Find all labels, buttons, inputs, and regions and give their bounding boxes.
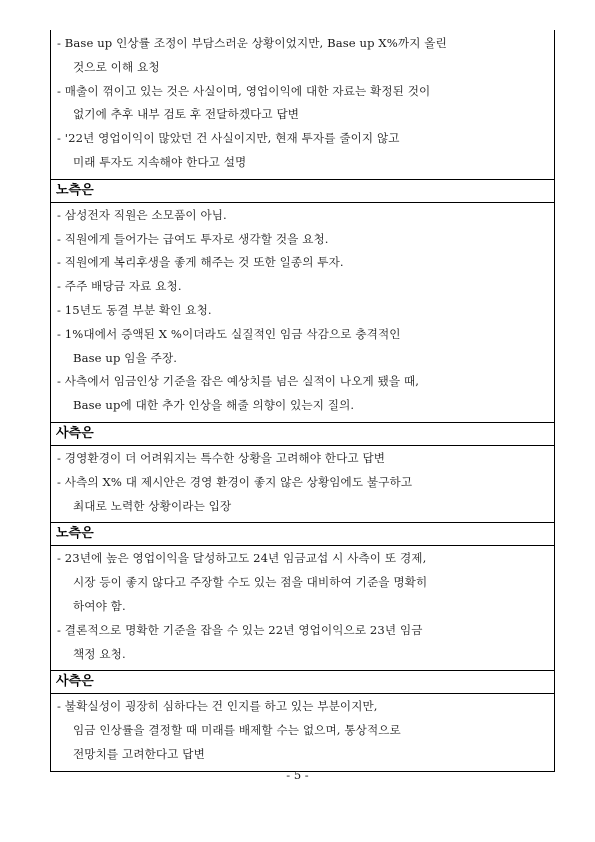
line: 책정 요청. xyxy=(73,646,126,661)
section-body xyxy=(51,446,554,522)
minutes-table xyxy=(50,30,555,772)
section-body xyxy=(51,694,554,770)
list-item xyxy=(51,275,554,299)
line: - Base up 인상률 조정이 부담스러운 상황이었지만, Base up X%까지 올린 xyxy=(57,36,447,50)
line: Base up 임을 주장. xyxy=(73,350,178,365)
line: 최대로 노력한 상황이라는 입장 xyxy=(73,498,232,513)
list-item xyxy=(51,447,554,471)
list-item xyxy=(51,299,554,323)
line: 임금 인상률을 결정할 때 미래를 배제할 수는 없으며, 통상적으로 xyxy=(73,723,401,738)
line: 없기에 추후 내부 검토 후 전달하겠다고 답변 xyxy=(73,107,300,122)
line: 하여야 함. xyxy=(73,598,126,613)
list-item xyxy=(51,323,554,371)
section-company-response-3 xyxy=(51,670,554,770)
page-number: - 5 - xyxy=(286,768,309,782)
section-heading: 노측은 xyxy=(51,179,554,203)
line: - 23년에 높은 영업이익을 달성하고도 24년 임금교섭 시 사측이 또 경제, xyxy=(57,551,427,566)
list-item xyxy=(51,80,554,128)
line: - 1%대에서 증액된 X %이더라도 실질적인 임금 삭감으로 충격적인 xyxy=(57,326,401,341)
line: - 15년도 동결 부분 확인 요청. xyxy=(57,302,212,317)
list-item xyxy=(51,695,554,766)
line: - 결론적으로 명확한 기준을 잡을 수 있는 22년 영업이익으로 23년 임금 xyxy=(57,622,423,637)
list-item xyxy=(51,251,554,275)
section-union-1 xyxy=(51,179,554,422)
line: - 직원에게 들어가는 급여도 투자로 생각할 것을 요청. xyxy=(57,231,329,246)
section-heading: 사측은 xyxy=(51,422,554,446)
line: - 직원에게 복리후생을 좋게 해주는 것 또한 일종의 투자. xyxy=(57,255,344,270)
line: - 사측에서 임금인상 기준을 잡은 예상치를 넘은 실적이 나오게 됐을 때, xyxy=(57,374,420,389)
line: - 삼성전자 직원은 소모품이 아님. xyxy=(57,207,227,222)
line: - 경영환경이 더 어려워지는 특수한 상황을 고려해야 한다고 답변 xyxy=(57,450,386,465)
line: 시장 등이 좋지 않다고 주장할 수도 있는 점을 대비하여 기준을 명확히 xyxy=(73,575,428,590)
list-item xyxy=(51,547,554,618)
line: - '22년 영업이익이 많았던 건 사실이지만, 현재 투자를 줄이지 않고 xyxy=(57,131,400,146)
section-heading: 노측은 xyxy=(51,522,554,546)
line: - 불확실성이 굉장히 심하다는 건 인지를 하고 있는 부분이지만, xyxy=(57,699,378,714)
line: - 매출이 꺾이고 있는 것은 사실이며, 영업이익에 대한 자료는 확정된 것이 xyxy=(57,83,431,98)
line: - 사측의 X% 대 제시안은 경영 환경이 좋지 않은 상황임에도 불구하고 xyxy=(57,474,413,489)
section-body xyxy=(51,203,554,422)
section-heading: 사측은 xyxy=(51,670,554,694)
section-company-response-2 xyxy=(51,422,554,522)
line: - 주주 배당금 자료 요청. xyxy=(57,279,182,294)
list-item xyxy=(51,204,554,228)
line: Base up에 대한 추가 인상을 해줄 의향이 있는지 질의. xyxy=(73,398,355,413)
section-body xyxy=(51,546,554,670)
line: 것으로 이해 요청 xyxy=(73,59,160,74)
list-item xyxy=(51,127,554,175)
line: 미래 투자도 지속해야 한다고 설명 xyxy=(73,154,247,169)
list-item xyxy=(51,471,554,519)
line: 전망치를 고려한다고 답변 xyxy=(73,746,205,761)
list-item xyxy=(51,32,554,80)
section-body xyxy=(51,30,554,179)
list-item xyxy=(51,228,554,252)
section-company-response-1 xyxy=(51,30,554,179)
section-union-2 xyxy=(51,522,554,670)
list-item xyxy=(51,370,554,418)
list-item xyxy=(51,619,554,667)
